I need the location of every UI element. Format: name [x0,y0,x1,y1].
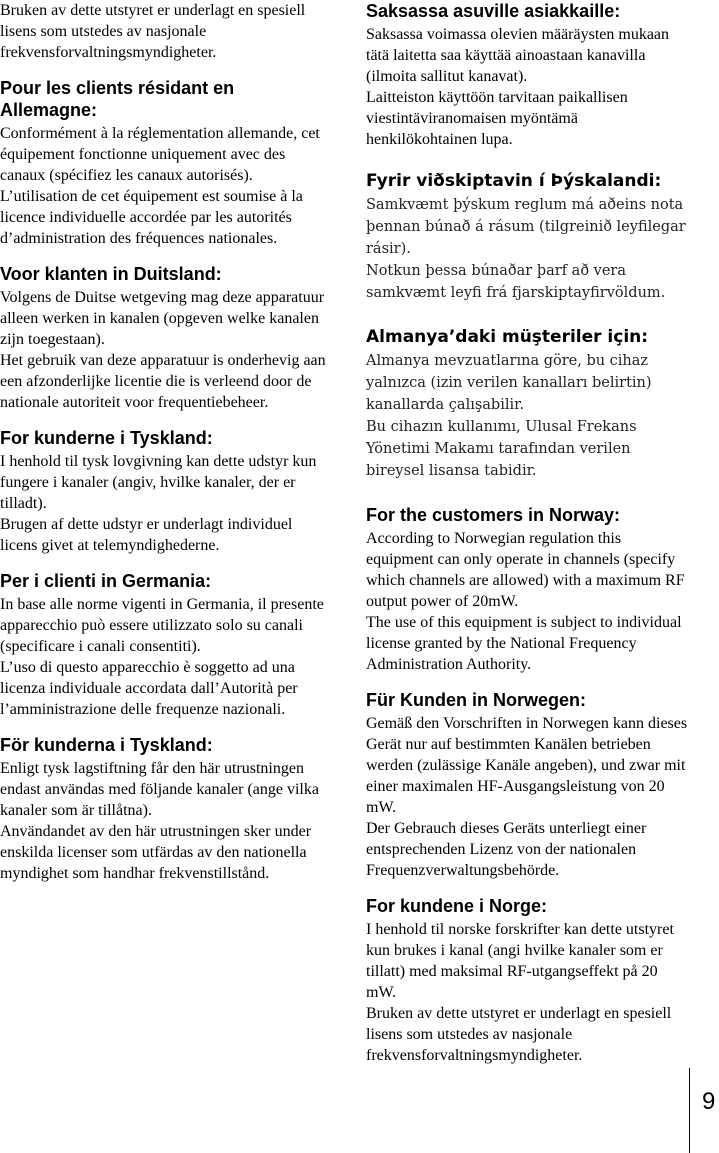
section-is-germany [366,170,689,304]
section-heading: Almanya’daki müşteriler için: [366,327,649,347]
section-paragraph: Laitteiston käyttöön tarvitaan paikallisen viestintäviranomaisen myöntämä henkilökohtainen lupa. [366,89,628,148]
section-heading: Fyrir viðskiptavin í Þýskalandi: [366,171,662,191]
section-paragraph: Gemäß den Vorschriften in Norwegen kann dieses Gerät nur auf bestimmten Kanälen betrieben werden (zulässige Kanäle angeben), und zwar mit einer maximalen HF-Ausgangsleistung von 20 mW. [366,715,688,816]
section-paragraph: Samkvæmt þýskum reglum má aðeins nota þennan búnað á rásum (tilgreinið leyfilegar rásir). [366,197,686,257]
section-heading: Per i clienti in Germania: [0,571,212,591]
section-paragraph: Almanya mevzuatlarına göre, bu cihaz yalnızca (izin verilen kanalları belirtin) kanallarda çalışabilir. [366,353,652,413]
section-heading: Für Kunden in Norwegen: [366,690,586,710]
section-paragraph: Conformément à la réglementation allemande, cet équipement fonctionne uniquement avec des canaux (spécifiez les canaux autorisés). [0,125,320,184]
section-paragraph: Enligt tysk lagstiftning får den här utrustningen endast användas med följande kanaler (ange vilka kanaler som är tillåtna). [0,760,319,819]
section-nl-germany [0,263,326,413]
section-tr-germany [366,326,689,482]
section-de-norway [366,689,689,881]
left-column [0,0,326,898]
section-en-norway [366,504,689,675]
lead-paragraph: Bruken av dette utstyret er underlagt en spesiell lisens som utstedes av nasjonale frekvensforvaltningsmyndigheter. [0,2,306,61]
section-heading: Voor klanten in Duitsland: [0,264,222,284]
section-paragraph: L’utilisation de cet équipement est soumise à la licence individuelle accordée par les autorités d’administration des fréquences nationales. [0,188,303,247]
section-paragraph: I henhold til norske forskrifter kan dette utstyret kun brukes i kanal (angi hvilke kanaler som er tillatt) med maksimal RF-utgangseffekt på 20 mW. [366,921,674,1001]
section-heading: For kunderne i Tyskland: [0,428,213,448]
section-paragraph: Saksassa voimassa olevien määräysten mukaan tätä laitetta saa käyttää ainoastaan kanavilla (ilmoita sallitut kanavat). [366,26,670,85]
section-fr-germany [0,77,326,249]
section-da-germany [0,427,326,556]
section-paragraph: The use of this equipment is subject to individual license granted by the National Frequency Administration Authority. [366,614,682,673]
section-paragraph: In base alle norme vigenti in Germania, il presente apparecchio può essere utilizzato solo su canali (specificare i canali consentiti). [0,596,324,655]
section-paragraph: L’uso di questo apparecchio è soggetto ad una licenza individuale accordata dall’Autorità per l’amministrazione delle frequenze nazionali. [0,659,298,718]
section-paragraph: I henhold til tysk lovgivning kan dette udstyr kun fungere i kanaler (angiv, hvilke kanaler, der er tilladt). [0,453,317,512]
page-number: 9 [702,1088,716,1115]
section-heading: For kundene i Norge: [366,896,548,916]
section-paragraph: Het gebruik van deze apparatuur is onderhevig aan een afzonderlijke licentie die is verleend door de nationale autoriteit voor frequentiebeheer. [0,352,326,411]
section-paragraph: According to Norwegian regulation this equipment can only operate in channels (specify which channels are allowed) with a maximum RF output power of 20mW. [366,530,685,610]
section-paragraph: Notkun þessa búnaðar þarf að vera samkvæmt leyfi frá fjarskiptayfirvöldum. [366,263,666,301]
section-paragraph: Användandet av den här utrustningen sker under enskilda licenser som utfärdas av den nationella myndighet som handhar frekvenstillstånd. [0,823,312,882]
right-column [366,0,689,1080]
section-fi-germany [366,0,689,150]
section-it-germany [0,570,326,720]
section-paragraph: Volgens de Duitse wetgeving mag deze apparatuur alleen werken in kanalen (opgeven welke kanalen zijn toegestaan). [0,289,325,348]
section-paragraph: Bruken av dette utstyret er underlagt en spesiell lisens som utstedes av nasjonale frekvensforvaltningsmyndigheter. [366,1005,672,1064]
section-sv-germany [0,734,326,884]
section-heading: Saksassa asuville asiakkaille: [366,1,621,21]
section-no-norway [366,895,689,1066]
section-heading: Pour les clients résidant en Allemagne: [0,78,235,120]
section-heading: För kunderna i Tyskland: [0,735,213,755]
page-number-divider [689,1068,690,1153]
section-paragraph: Der Gebrauch dieses Geräts unterliegt einer entsprechenden Lizenz von der nationalen Frequenzverwaltungsbehörde. [366,820,647,879]
section-heading: For the customers in Norway: [366,505,621,525]
section-paragraph: Bu cihazın kullanımı, Ulusal Frekans Yönetimi Makamı tarafından verilen bireysel lisansa tabidir. [366,419,637,479]
section-paragraph: Brugen af dette udstyr er underlagt individuel licens givet at telemyndighederne. [0,516,293,554]
